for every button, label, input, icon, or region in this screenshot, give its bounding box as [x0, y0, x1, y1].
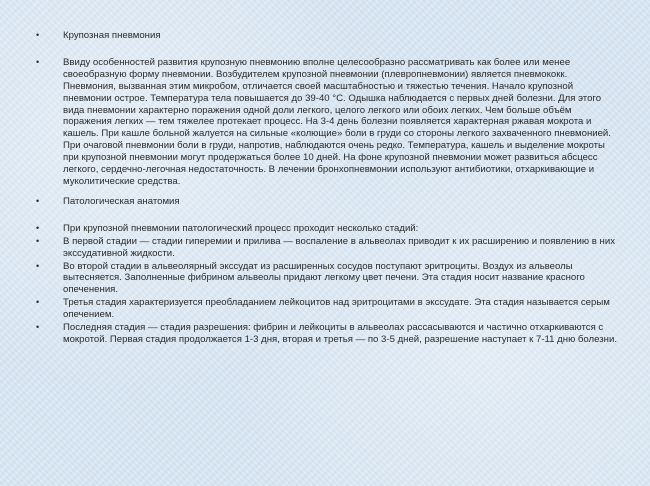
bullet-dot-icon: • [36, 297, 40, 308]
bullet-item-stage-4 [36, 322, 620, 346]
bullet-item-title [36, 30, 620, 42]
bullet-dot-icon: • [36, 260, 40, 271]
bullet-text: Последняя стадия — стадия разрешения: фибрин и лейкоциты в альвеолах рассасываются и частично отхаркиваются с мокротой. Первая стадия продолжается 1-3 дня, вторая и третья — по 3-5 дней, разрешение наступает к 7-11 дню болезни. [63, 322, 617, 345]
bullet-text: Третья стадия характеризуется преобладанием лейкоцитов над эритроцитами в экссудате. Эта стадия называется серым опечением. [63, 297, 610, 321]
bullet-item-pathology-heading [36, 196, 620, 208]
bullet-item-stage-3 [36, 297, 620, 321]
bullet-text: В первой стадии — стадии гиперемии и прилива — воспаление в альвеолах приводит к их расширению и появлению в них экссудативной жидкости. [63, 235, 615, 259]
bullet-text: Во второй стадии в альвеолярный экссудат из расширенных сосудов поступают эритроциты. Воздух из альвеолы вытесняется. Заполненные фибрином альвеолы придают легкому цвет печени. Эта стадия носит название красного опеченения. [63, 260, 585, 296]
bullet-item-description [36, 57, 620, 188]
bullet-dot-icon: • [36, 195, 40, 206]
bullet-text: При крупозной пневмонии патологический процесс проходит несколько стадий: [63, 222, 419, 234]
bullet-dot-icon: • [36, 56, 40, 67]
bullet-item-stages-intro [36, 223, 620, 235]
bullet-item-stage-2 [36, 261, 620, 297]
bullet-dot-icon: • [36, 322, 40, 333]
bullet-text: Крупозная пневмония [63, 30, 161, 41]
bullet-text: Патологическая анатомия [63, 195, 180, 207]
bullet-dot-icon: • [36, 30, 40, 40]
bullet-dot-icon: • [36, 222, 40, 233]
bullet-list [36, 30, 620, 347]
bullet-text: Ввиду особенностей развития крупозную пневмонию вполне целесообразно рассматривать как более или менее своеобразную форму пневмонии. Возбудителем крупозной пневмонии (плевропневмонии) является пневмококк. Пневмония, вызванная этим микробом, отличается своей масштабностью и тяжестью течения. Начало крупозной пневмонии острое. Температура тела повышается до 39-40 °С. Одышка наблюдается с первых дней болезни. Для этого вида пневмонии характерно поражения одной доли легкого, целого легкого или обоих легких. Чем больше объём поражения легких — тем тяжелее протекает процесс. На 3-4 день болезни появляется характерная ржавая мокрота и кашель. При кашле больной жалуется на сильные «колющие» боли в груди со стороны легкого захваченного пневмонией. При очаговой пневмонии боли в груди, напротив, наблюдаются очень редко. Температура, кашель и выделение мокроты при крупозной пневмонии могут продержаться более 10 дней. На фоне крупозной пневмонии может развиться абсцесс легкого, сердечно-легочная недостаточность. В лечении бронхопневмонии используют антибиотики, отхаркивающие и муколитические средства. [63, 56, 611, 187]
bullet-item-stage-1 [36, 236, 620, 260]
bullet-dot-icon: • [36, 235, 40, 246]
